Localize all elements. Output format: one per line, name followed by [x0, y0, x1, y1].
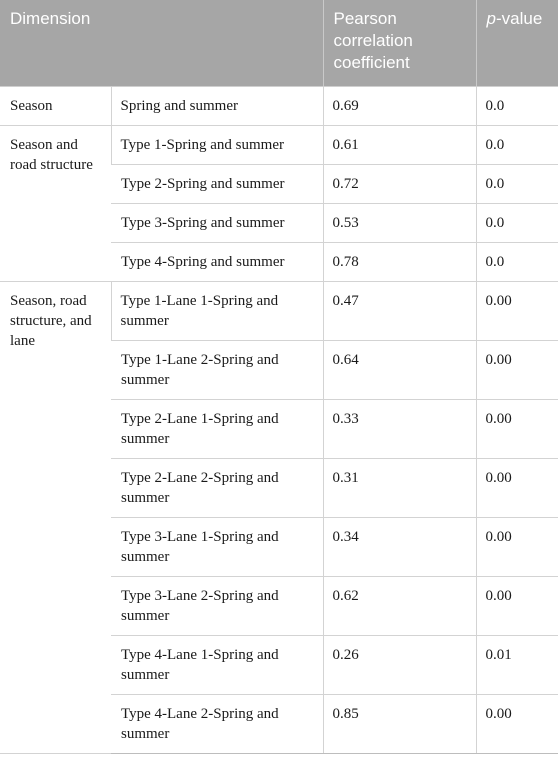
- subdimension-cell: Type 4-Spring and summer: [111, 242, 323, 281]
- subdimension-cell: Type 2-Spring and summer: [111, 164, 323, 203]
- table-body: [0, 86, 558, 753]
- header-pvalue-rest: -value: [495, 9, 543, 28]
- pvalue-cell: 0.00: [476, 694, 558, 753]
- pearson-cell: 0.72: [323, 164, 476, 203]
- header-row: [0, 0, 558, 86]
- pearson-cell: 0.53: [323, 203, 476, 242]
- subdimension-cell: Type 2-Lane 1-Spring and summer: [111, 399, 323, 458]
- pvalue-cell: 0.00: [476, 458, 558, 517]
- pvalue-cell: 0.00: [476, 576, 558, 635]
- pearson-cell: 0.62: [323, 576, 476, 635]
- subdimension-cell: Type 2-Lane 2-Spring and summer: [111, 458, 323, 517]
- table-row: [0, 281, 558, 340]
- pvalue-cell: 0.0: [476, 125, 558, 164]
- pvalue-cell: 0.00: [476, 340, 558, 399]
- header-dimension: Dimension: [0, 0, 323, 86]
- pearson-cell: 0.31: [323, 458, 476, 517]
- pearson-cell: 0.34: [323, 517, 476, 576]
- pvalue-cell: 0.00: [476, 517, 558, 576]
- pvalue-cell: 0.0: [476, 86, 558, 125]
- subdimension-cell: Spring and summer: [111, 86, 323, 125]
- pearson-cell: 0.47: [323, 281, 476, 340]
- header-pvalue: [476, 0, 558, 86]
- dimension-cell: Season: [0, 86, 111, 125]
- header-pvalue-italic: p: [486, 9, 496, 28]
- pearson-cell: 0.69: [323, 86, 476, 125]
- pvalue-cell: 0.01: [476, 635, 558, 694]
- dimension-cell: Season and road structure: [0, 125, 111, 281]
- subdimension-cell: Type 1-Lane 1-Spring and summer: [111, 281, 323, 340]
- pearson-cell: 0.61: [323, 125, 476, 164]
- subdimension-cell: Type 3-Lane 2-Spring and summer: [111, 576, 323, 635]
- pvalue-cell: 0.0: [476, 164, 558, 203]
- subdimension-cell: Type 3-Spring and summer: [111, 203, 323, 242]
- table-row: [0, 86, 558, 125]
- header-pearson: Pearson correlation coefficient: [323, 0, 476, 86]
- table-row: [0, 125, 558, 164]
- pearson-cell: 0.33: [323, 399, 476, 458]
- pearson-cell: 0.26: [323, 635, 476, 694]
- dimension-cell: Season, road structure, and lane: [0, 281, 111, 753]
- subdimension-cell: Type 4-Lane 2-Spring and summer: [111, 694, 323, 753]
- subdimension-cell: Type 4-Lane 1-Spring and summer: [111, 635, 323, 694]
- pvalue-cell: 0.00: [476, 399, 558, 458]
- pearson-cell: 0.78: [323, 242, 476, 281]
- table-header: [0, 0, 558, 86]
- pearson-cell: 0.64: [323, 340, 476, 399]
- subdimension-cell: Type 1-Lane 2-Spring and summer: [111, 340, 323, 399]
- pvalue-cell: 0.00: [476, 281, 558, 340]
- pvalue-cell: 0.0: [476, 242, 558, 281]
- pvalue-cell: 0.0: [476, 203, 558, 242]
- pearson-cell: 0.85: [323, 694, 476, 753]
- subdimension-cell: Type 3-Lane 1-Spring and summer: [111, 517, 323, 576]
- subdimension-cell: Type 1-Spring and summer: [111, 125, 323, 164]
